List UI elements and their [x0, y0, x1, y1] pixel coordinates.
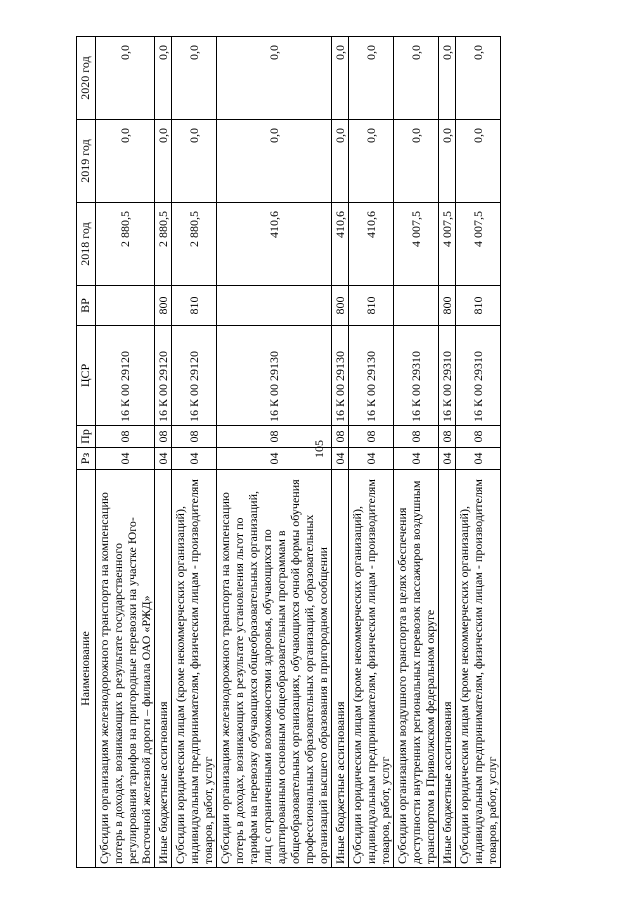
- cell-vr: 810: [349, 286, 394, 326]
- cell-pr: 08: [439, 426, 456, 448]
- cell-csr: 16 К 00 29310: [394, 326, 439, 426]
- cell-vr: [217, 286, 332, 326]
- cell-csr: 16 К 00 29120: [96, 326, 155, 426]
- cell-2020: 0,0: [155, 37, 172, 120]
- cell-2019: 0,0: [96, 120, 155, 203]
- cell-rz: 04: [332, 448, 349, 470]
- table-row: [394, 37, 439, 868]
- cell-name: Субсидии организациям железнодорожного транспорта на компенсацию потерь в доходах, возникающих в результате установления льгот по тарифам на перевозку обучающихся общеобразовательных организаций, лиц с ограниченными возможностями здоровья, обучающихся по адаптированным основным общеобразовательным программам в общеобразовательных организациях, обучающихся очной формы обучения профессиональных образовательных организаций, образовательных организаций высшего образования в пригородном сообщении: [217, 470, 332, 868]
- cell-pr: 08: [155, 426, 172, 448]
- cell-pr: 08: [96, 426, 155, 448]
- header-2020: 2020 год: [77, 37, 96, 120]
- cell-pr: 08: [172, 426, 217, 448]
- cell-vr: 800: [332, 286, 349, 326]
- cell-2020: 0,0: [217, 37, 332, 120]
- cell-name: Иные бюджетные ассигнования: [332, 470, 349, 868]
- cell-2018: 410,6: [349, 203, 394, 286]
- cell-csr: 16 К 00 29310: [456, 326, 501, 426]
- table-row: [456, 37, 501, 868]
- table-row: [332, 37, 349, 868]
- cell-name: Субсидии организациям железнодорожного транспорта на компенсацию потерь в доходах, возникающих в результате государственного регулирования тарифов на пригородные перевозки на участке Юго-Восточной железной дороги – филиала ОАО «РЖД»: [96, 470, 155, 868]
- cell-name: Субсидии юридическим лицам (кроме некоммерческих организаций), индивидуальным предпринимателям, физическим лицам - производителям товаров, работ, услуг: [456, 470, 501, 868]
- header-2019: 2019 год: [77, 120, 96, 203]
- cell-pr: 08: [456, 426, 501, 448]
- header-pr: Пр: [77, 426, 96, 448]
- cell-pr: 08: [394, 426, 439, 448]
- cell-2018: 410,6: [217, 203, 332, 286]
- cell-csr: 16 К 00 29130: [349, 326, 394, 426]
- table-header-row: [77, 37, 96, 868]
- header-csr: ЦСР: [77, 326, 96, 426]
- cell-vr: [96, 286, 155, 326]
- cell-2019: 0,0: [155, 120, 172, 203]
- rotated-page-content: [76, 38, 562, 868]
- cell-2020: 0,0: [439, 37, 456, 120]
- cell-2018: 2 880,5: [155, 203, 172, 286]
- cell-csr: 16 К 00 29130: [217, 326, 332, 426]
- cell-rz: 04: [349, 448, 394, 470]
- cell-2019: 0,0: [217, 120, 332, 203]
- cell-csr: 16 К 00 29120: [155, 326, 172, 426]
- table-row: [349, 37, 394, 868]
- cell-2020: 0,0: [394, 37, 439, 120]
- cell-2018: 2 880,5: [172, 203, 217, 286]
- cell-csr: 16 К 00 29310: [439, 326, 456, 426]
- cell-name: Иные бюджетные ассигнования: [439, 470, 456, 868]
- page-number: 105: [312, 440, 326, 458]
- cell-2018: 4 007,5: [394, 203, 439, 286]
- cell-rz: 04: [456, 448, 501, 470]
- cell-pr: 08: [332, 426, 349, 448]
- cell-vr: 800: [155, 286, 172, 326]
- cell-pr: 08: [217, 426, 332, 448]
- cell-rz: 04: [439, 448, 456, 470]
- cell-vr: 810: [172, 286, 217, 326]
- cell-name: Иные бюджетные ассигнования: [155, 470, 172, 868]
- cell-2020: 0,0: [456, 37, 501, 120]
- cell-vr: 810: [456, 286, 501, 326]
- cell-2018: 410,6: [332, 203, 349, 286]
- cell-name: Субсидии юридическим лицам (кроме некоммерческих организаций), индивидуальным предпринимателям, физическим лицам - производителям товаров, работ, услуг: [172, 470, 217, 868]
- cell-2018: 4 007,5: [439, 203, 456, 286]
- cell-2020: 0,0: [96, 37, 155, 120]
- header-name: Наименование: [77, 470, 96, 868]
- table-row: [172, 37, 217, 868]
- table-row: [217, 37, 332, 868]
- cell-2019: 0,0: [332, 120, 349, 203]
- header-rz: Рз: [77, 448, 96, 470]
- cell-2020: 0,0: [172, 37, 217, 120]
- budget-table: [76, 36, 501, 868]
- header-vr: ВР: [77, 286, 96, 326]
- cell-2018: 4 007,5: [456, 203, 501, 286]
- cell-name: Субсидии организациям воздушного транспорта в целях обеспечения доступности внутренних региональных перевозок пассажиров воздушным транспортом в Приволжском федеральном округе: [394, 470, 439, 868]
- cell-2020: 0,0: [332, 37, 349, 120]
- cell-name: Субсидии юридическим лицам (кроме некоммерческих организаций), индивидуальным предпринимателям, физическим лицам - производителям товаров, работ, услуг: [349, 470, 394, 868]
- cell-rz: 04: [217, 448, 332, 470]
- header-2018: 2018 год: [77, 203, 96, 286]
- cell-vr: [394, 286, 439, 326]
- cell-rz: 04: [172, 448, 217, 470]
- table-row: [96, 37, 155, 868]
- cell-csr: 16 К 00 29120: [172, 326, 217, 426]
- cell-2020: 0,0: [349, 37, 394, 120]
- cell-pr: 08: [349, 426, 394, 448]
- cell-rz: 04: [155, 448, 172, 470]
- table-row: [439, 37, 456, 868]
- table-row: [155, 37, 172, 868]
- cell-rz: 04: [394, 448, 439, 470]
- cell-2019: 0,0: [394, 120, 439, 203]
- cell-2018: 2 880,5: [96, 203, 155, 286]
- cell-2019: 0,0: [349, 120, 394, 203]
- cell-rz: 04: [96, 448, 155, 470]
- cell-2019: 0,0: [439, 120, 456, 203]
- cell-csr: 16 К 00 29130: [332, 326, 349, 426]
- cell-2019: 0,0: [172, 120, 217, 203]
- cell-2019: 0,0: [456, 120, 501, 203]
- cell-vr: 800: [439, 286, 456, 326]
